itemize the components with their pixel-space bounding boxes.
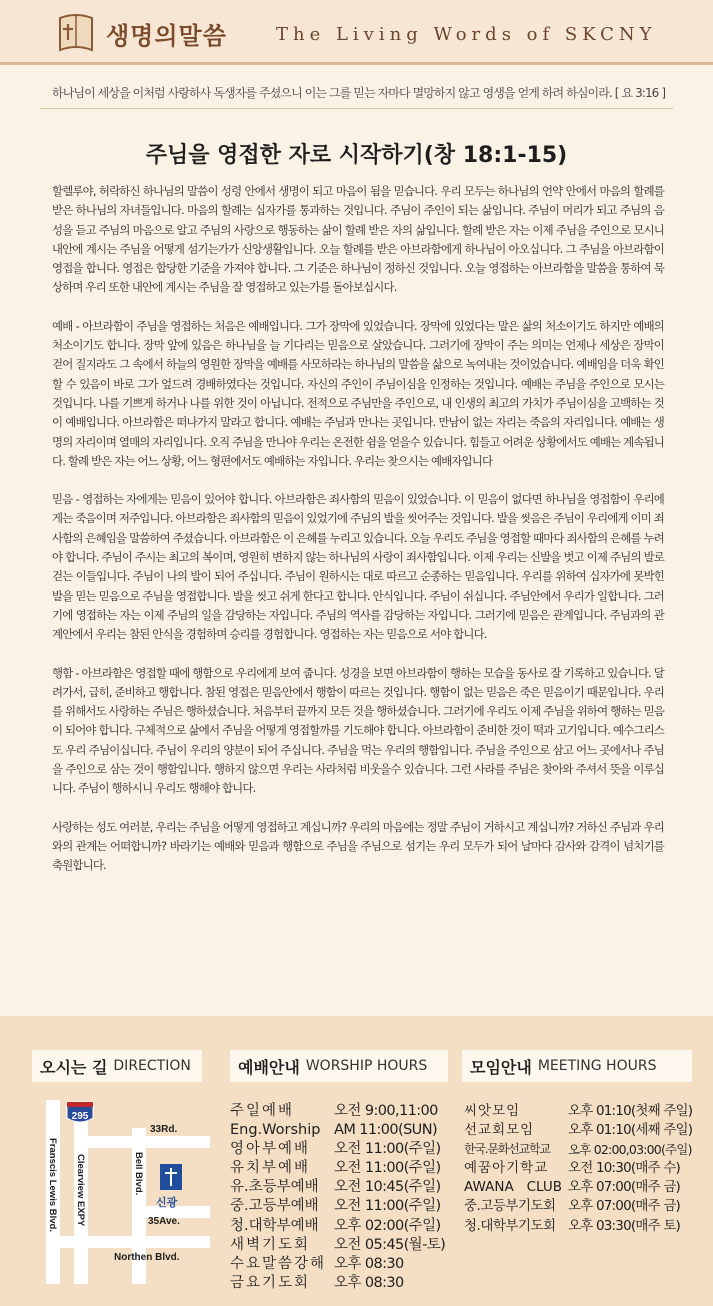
worship-name: 주일예배	[230, 1103, 295, 1119]
road-33rd	[74, 1136, 210, 1148]
worship-name: 유.초등부예배	[230, 1179, 319, 1196]
meeting-time: 오후 07:00(매주 금)	[568, 1179, 681, 1196]
highway-295-shield	[67, 1102, 93, 1122]
worship-time: AM 11:00(SUN)	[334, 1122, 438, 1139]
worship-row	[230, 1178, 450, 1197]
worship-name: 새벽기도회	[230, 1236, 311, 1253]
worship-name: 영아부예배	[230, 1141, 311, 1158]
meeting-name: 선교회모임	[464, 1122, 535, 1139]
paragraph-intro: 할렐루야, 허락하신 하나님의 말씀이 성령 안에서 생명이 되고 마음이 됨을 믿습니다. 우리 모두는 하나님의 언약 안에서 마음의 할례를 받은 하나님의 자녀들입니다. 마음의 할례는 십자가를 통과하는 것입니다. 주님이 주인이 되는 삶입니다. 주님이 머리가 되고 주님의 음성을 듣고 주님의 마음으로 알고 주님의 사랑으로 행동하는 삶이 할례 받은 자의 삶입니다. 할례 받은 자는 이제 주님을 주인으로 모시니 내안에 계시는 주님을 어떻게 섬기는가가 신앙생활입니다. 오늘 할례를 받은 아브라함에게 하나님이 아오십니다. 그 주님을 아브라함이 영접을 합니다. 영접은 합당한 기준을 가져야 합니다. 그 기준은 하나님이 정하신 것입니다. 오늘 영접하는 아브라함을 말씀을 통하여 묵상하며 우리 또한 내안에 계시는 주님을 잘 영접하고 있는가를 돌아보십시다.	[52, 184, 664, 295]
meeting-title-en: MEETING HOURS	[537, 1058, 657, 1074]
paragraph-deeds: 행함 - 아브라함은 영접할 때에 행함으로 우리에게 보여 줍니다. 성경을 보면 아브라함이 행하는 모습을 동사로 잘 기록하고 있습니다. 달려가서, 급히, 준비하고 행합니다. 참된 영접은 믿음안에서 행함이 따르는 것입니다. 행함이 없는 믿음은 죽은 믿음이기 때문입니다. 우리를 위해서도 사랑하는 주님은 행하셨습니다. 처음부터 끝까지 모든 것을 행하셨습니다. 그러기에 우리도 이제 주님을 위하여 행하는 믿음이 되어야 합니다. 구체적으로 삶에서 주님을 어떻게 영접할까를 기도해야 합니다. 아브라함이 준비한 것이 떡과 고기입니다. 예수그리스도 우리 주님이십니다. 주님이 우리의 양분이 되어 주십니다. 주님을 먹는 우리의 행함입니다. 주님을 주인으로 삼고 어느 곳에서나 주님을 주인으로 삼는 것이 행함입니다. 행하지 않으면 우리는 사라처럼 비웃을수 있습니다. 그런 사라를 주님은 찾아와 주셔서 뜻을 이루십니다. 주님이 행하시니 우리도 행해야 합니다.	[52, 665, 664, 796]
worship-name: 중.고등부예배	[230, 1198, 319, 1215]
worship-time: 오전 11:00(주일)	[334, 1198, 441, 1215]
worship-title-ko: 예배안내	[238, 1057, 300, 1077]
brand-title-en: The Living Words of SKCNY	[276, 24, 657, 45]
direction-title-ko: 오시는 길	[40, 1057, 108, 1077]
meeting-name: 청.대학부기도회	[464, 1217, 556, 1234]
francis-lewis-label: Franscis Lewis Blvd.	[47, 1138, 58, 1232]
meeting-name: 중.고등부기도회	[464, 1198, 556, 1215]
paragraph-faith: 믿음 - 영접하는 자에게는 믿음이 있어야 합니다. 아브라함은 죄사함의 믿음이 있었습니다. 이 믿음이 없다면 하나님을 영접함이 우리에게는 죽음이며 저주입니다. 아브라함은 죄사함의 믿음이 있었기에 주님의 발을 씻어주는 것입니다. 발을 씻음은 주님이 우리에게 이미 죄사함의 은혜임을 말씀하여 주셨습니다. 아브라함은 이 은혜를 누리고 있습니다. 오늘 우리도 주님을 영접할 때마다 죄사함의 은혜를 누려야 합니다. 주님이 주시는 최고의 복이며, 영원히 변하지 않는 하나님의 사랑이 죄사함입니다. 이제 우리는 신발을 벗고 이제 주님의 발로 걷는 이들입니다. 주님이 나의 발이 되어 주십니다. 주님이 원하시는 대로 따르고 순종하는 믿음입니다. 우리를 위하여 십자가에 못박힌 발을 믿는 믿음으로 주님을 영접합니다. 발을 씻고 쉬게 한다고 합니다. 안식입니다. 주님이 쉬십니다. 주님안에서 우리가 일합니다. 그러기에 영접하는 자는 이제 주님의 일을 감당하는 자입니다. 주님의 역사를 감당하는 자입니다. 그러기에 믿음은 관계입니다. 주님과의 관계안에서 우리는 참된 안식을 경험하며 승리를 경험합니다. 영접하는 자는 믿음으로 서야 합니다.	[52, 492, 664, 642]
highway-295-label: 295	[71, 1111, 89, 1122]
worship-time: 오후 08:30	[334, 1255, 404, 1272]
worship-time: 오전 10:45(주일)	[334, 1179, 441, 1196]
worship-name: 청.대학부예배	[230, 1217, 319, 1234]
worship-time: 오후 08:30	[334, 1274, 404, 1291]
worship-time: 오전 05:45(월-토)	[334, 1236, 446, 1253]
worship-row	[230, 1217, 450, 1236]
meeting-time: 오후 01:10(첫째 주일)	[568, 1103, 693, 1119]
meeting-time: 오후 02:00,03:00(주일)	[568, 1142, 692, 1158]
worship-row	[230, 1197, 450, 1216]
meeting-row	[464, 1121, 696, 1140]
northern-road	[46, 1236, 210, 1248]
paragraph-closing: 사랑하는 성도 여러분, 우리는 주님을 어떻게 영접하고 계십니까? 우리의 마음에는 정말 주님이 거하시고 계십니까? 거하신 주님과 우리와의 관계는 어떠합니까? 바라기는 예배와 믿음과 행함으로 주님을 주님으로 섬기는 우리 모두가 되어 날마다 감사와 감격이 넘치기를 축원합니다.	[52, 819, 664, 873]
worship-row	[230, 1159, 450, 1178]
worship-title-en: WORSHIP HOURS	[305, 1058, 428, 1074]
bell-label: Bell Blvd.	[133, 1152, 144, 1196]
meeting-time: 오전 10:30(매주 수)	[568, 1160, 681, 1177]
northern-label: Northen Blvd.	[114, 1252, 180, 1263]
worship-schedule	[230, 1102, 450, 1293]
meeting-schedule	[464, 1102, 696, 1236]
church-label: 신광	[156, 1196, 178, 1209]
worship-name: Eng.Worship	[230, 1122, 321, 1139]
worship-time: 오전 11:00(주일)	[334, 1160, 441, 1177]
meeting-time: 오후 01:10(세째 주일)	[568, 1122, 693, 1139]
meeting-name: AWANA CLUB	[464, 1179, 562, 1196]
meeting-row	[464, 1102, 696, 1121]
worship-row	[230, 1121, 450, 1140]
scripture-verse: 하나님이 세상을 이처럼 사랑하사 독생자를 주셨으니 이는 그를 믿는 자마다 멸망하지 않고 영생을 얻게 하려 하심이라. [ 요 3:16 ]	[52, 86, 666, 100]
direction-title-en: DIRECTION	[113, 1058, 191, 1074]
meeting-title-ko: 모임안내	[470, 1057, 532, 1077]
meeting-time: 오후 07:00(매주 금)	[568, 1198, 681, 1215]
meeting-row	[464, 1197, 696, 1216]
clearview-label: Clearview EXPY	[75, 1154, 86, 1227]
paragraph-worship: 예배 - 아브라함이 주님을 영접하는 처음은 예배입니다. 그가 장막에 있었습니다. 장막에 있었다는 말은 삶의 처소이기도 하지만 예배의 처소이기도 합니다. 장막 앞에 있음은 하나님을 늘 기다리는 믿음으로 살았습니다. 그러기에 장막이 주는 의미는 언제나 세상은 장막이 걷어 질지라도 그 속에서 하늘의 영원한 장막을 예배를 사모하라는 하나님의 말씀을 삶으로 녹여내는 것이었습니다. 예배임을 더욱 확인할 수 있음이 바로 그가 엎드려 경배하였다는 것입니다. 자신의 주인이 주님이심을 인정하는 것입니다. 예배는 주님을 주인으로 모시는 것입니다. 나를 기쁘게 하거나 나를 위한 것이 아닙니다. 전적으로 주님만을 주인으로, 내 인생의 최고의 가치가 주님이심을 고백하는 것이 예배입니다. 아브라함은 떠나가지 말라고 합니다. 예배는 주님과 만나는 곳입니다. 만남이 없는 자리는 죽음의 자리입니다. 예배는 생명의 자리이며 열매의 자리입니다. 오직 주님을 만나야 우리는 온전한 쉼을 얻을수 있습니다. 힘들고 어려운 상황에서도 예배는 계속됩니다. 할례 받은 자는 어느 상황, 어느 형편에서도 예배하는 자입니다. 우리는 찾으시는 예배자입니다	[52, 318, 664, 468]
worship-time: 오전 11:00(주일)	[334, 1141, 441, 1158]
worship-row	[230, 1236, 450, 1255]
worship-time: 오후 02:00(주일)	[334, 1217, 441, 1234]
bible-icon	[56, 10, 96, 54]
worship-time: 오전 9:00,11:00	[334, 1103, 438, 1119]
direction-map	[32, 1092, 210, 1284]
brand-title-ko: 생명의말씀	[106, 22, 227, 50]
worship-name: 금요기도회	[230, 1274, 311, 1291]
info-footer	[0, 1016, 713, 1306]
worship-row	[230, 1274, 450, 1293]
direction-header	[32, 1050, 202, 1082]
meeting-name: 예꿈아기학교	[464, 1160, 549, 1177]
meeting-name: 씨앗모임	[464, 1103, 521, 1119]
worship-header	[230, 1050, 448, 1082]
worship-row	[230, 1255, 450, 1274]
verse-divider	[40, 108, 673, 109]
road-35ave-label: 35Ave.	[148, 1216, 180, 1227]
worship-name: 유치부예배	[230, 1160, 311, 1177]
meeting-row	[464, 1178, 696, 1197]
meeting-row	[464, 1159, 696, 1178]
meeting-row	[464, 1140, 696, 1159]
header	[0, 0, 713, 64]
sermon-body	[52, 182, 664, 895]
worship-row	[230, 1140, 450, 1159]
meeting-row	[464, 1217, 696, 1236]
worship-row	[230, 1102, 450, 1121]
meeting-header	[462, 1050, 692, 1082]
meeting-time: 오후 03:30(매주 토)	[568, 1217, 681, 1234]
meeting-name: 한국.문화선교학교	[464, 1142, 550, 1157]
worship-name: 수요말씀강해	[230, 1255, 327, 1272]
sermon-title: 주님을 영접한 자로 시작하기(창 18:1-15)	[145, 143, 568, 168]
road-33rd-label: 33Rd.	[150, 1124, 178, 1135]
header-divider	[0, 62, 713, 65]
